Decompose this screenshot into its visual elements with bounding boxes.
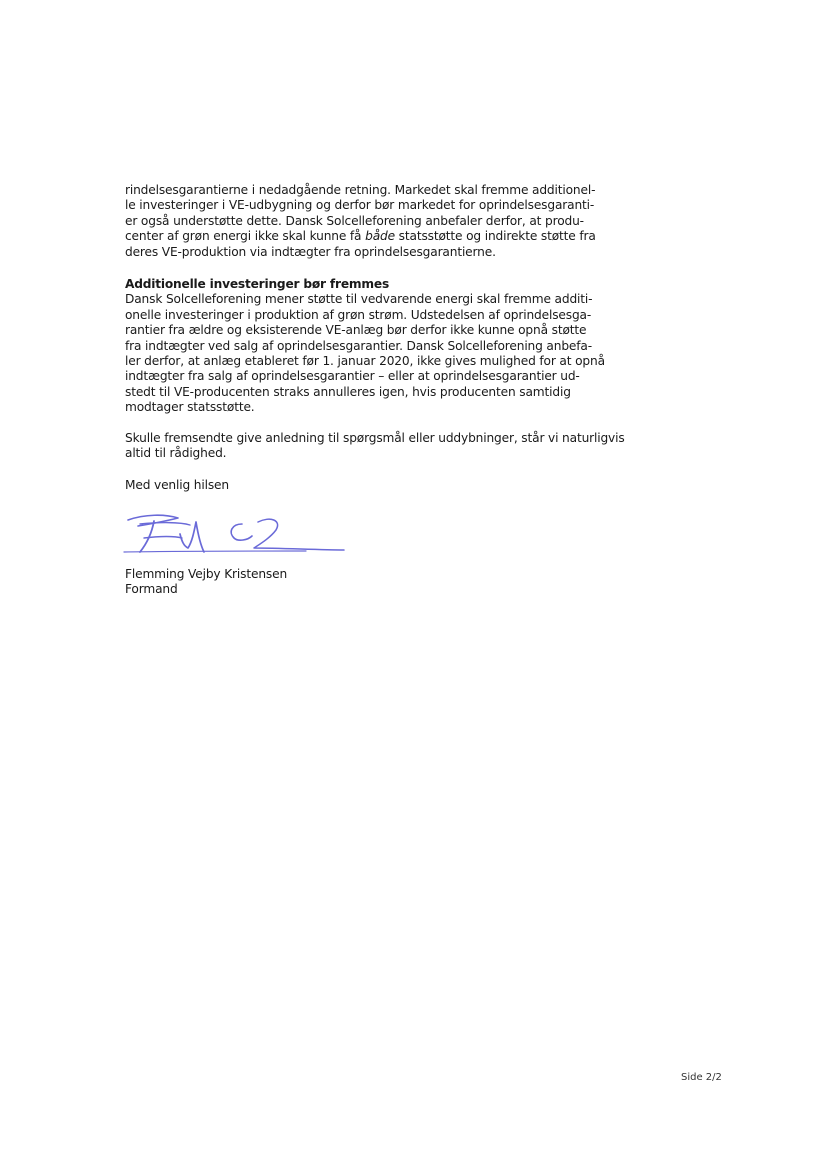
- signer-title: Formand: [125, 582, 178, 597]
- text-line: le investeringer i VE-udbygning og derfor bør markedet for oprindelsesgaranti-: [125, 198, 595, 213]
- closing-paragraph: [125, 431, 625, 462]
- text-line: ler derfor, at anlæg etableret før 1. januar 2020, ikke gives mulighed for at opnå: [125, 354, 605, 369]
- signer-block: [125, 567, 287, 598]
- text-line: onelle investeringer i produktion af grøn strøm. Udstedelsen af oprindelsesga-: [125, 307, 592, 322]
- text-line: modtager statsstøtte.: [125, 400, 255, 415]
- section-heading: Additionelle investeringer bør fremmes: [125, 277, 390, 291]
- text-segment: center af grøn energi ikke skal kunne få: [125, 229, 366, 244]
- text-line: altid til rådighed.: [125, 446, 227, 461]
- text-segment: statsstøtte og indirekte støtte fra: [394, 229, 596, 244]
- signer-name: Flemming Vejby Kristensen: [125, 567, 288, 581]
- text-line: fra indtægter ved salg af oprindelsesgarantier. Dansk Solcelleforening anbefa-: [125, 338, 592, 353]
- greeting-text: Med venlig hilsen: [125, 478, 229, 492]
- page-number: Side 2/2: [681, 1072, 722, 1083]
- text-line: deres VE-produktion via indtægter fra oprindelsesgarantierne.: [125, 244, 496, 259]
- text-line: indtægter fra salg af oprindelsesgarantier – eller at oprindelsesgarantier ud-: [125, 369, 580, 384]
- text-line-with-emphasis: [125, 229, 625, 244]
- emphasis-text: både: [365, 229, 395, 244]
- text-line: Dansk Solcelleforening mener støtte til vedvarende energi skal fremme additi-: [125, 292, 593, 307]
- greeting: [125, 478, 625, 493]
- text-line: stedt til VE-producenten straks annulleres igen, hvis producenten samtidig: [125, 384, 571, 399]
- text-line: rindelsesgarantierne i nedadgående retning. Markedet skal fremme additionel-: [125, 183, 596, 197]
- text-line: rantier fra ældre og eksisterende VE-anlæg bør derfor ikke kunne opnå støtte: [125, 323, 587, 338]
- paragraph-continuation: [125, 183, 625, 260]
- handwritten-signature: [120, 508, 350, 560]
- section-additionelle-investeringer: [125, 277, 625, 416]
- text-line: er også understøtte dette. Dansk Solcelleforening anbefaler derfor, at produ-: [125, 213, 584, 228]
- text-line: Skulle fremsendte give anledning til spørgsmål eller uddybninger, står vi naturligvis: [125, 431, 625, 445]
